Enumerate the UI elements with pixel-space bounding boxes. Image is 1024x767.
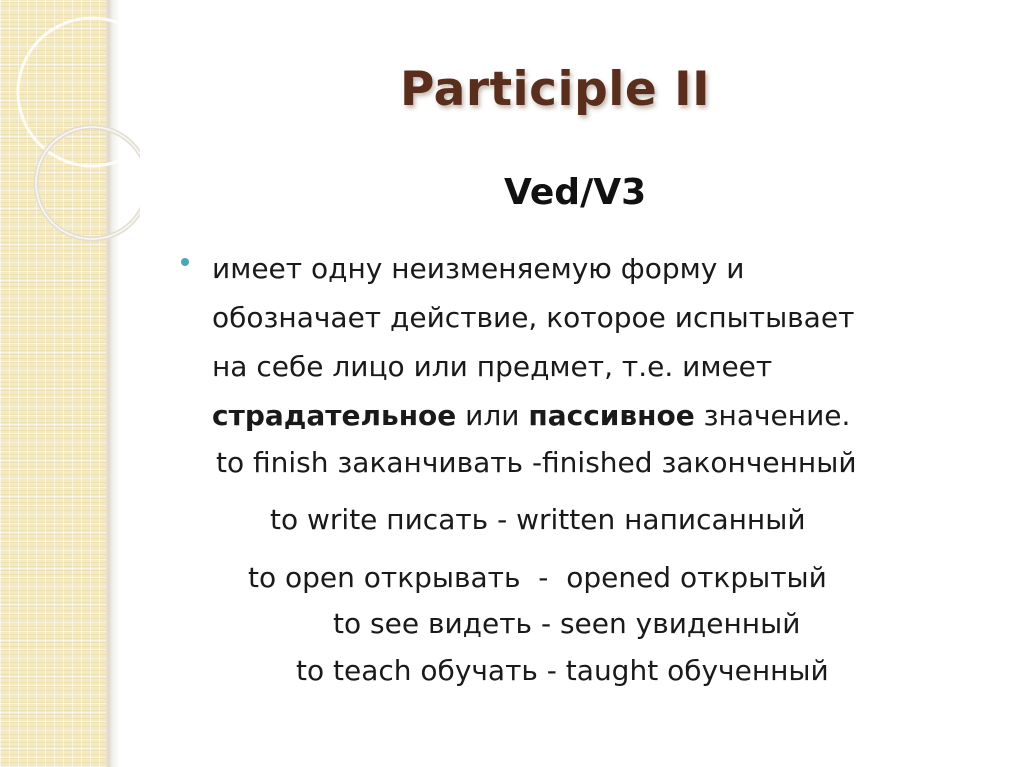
- bullet-line-1: имеет одну неизменяемую форму и: [212, 252, 745, 285]
- bullet-dot-icon: [181, 258, 189, 266]
- bullet-connector: или: [456, 399, 529, 432]
- example-line-teach: to teach обучать - taught обученный: [296, 654, 829, 687]
- bullet-line-3: на себе лицо или предмет, т.е. имеет: [212, 350, 773, 383]
- bullet-ending: значение.: [694, 399, 851, 432]
- bullet-line-4: [212, 391, 982, 440]
- bullet-paragraph: [212, 244, 982, 440]
- example-line-see: to see видеть - seen увиденный: [333, 607, 801, 640]
- bold-term-passive: пассивное: [528, 399, 695, 432]
- ring-large: [18, 18, 140, 166]
- slide-title: Participle II: [400, 62, 711, 117]
- slide-subtitle: Ved/V3: [504, 172, 647, 213]
- example-line-write: to write писать - written написанный: [270, 503, 806, 536]
- decorative-rings: [0, 0, 140, 260]
- bullet-line-2: обозначает действие, которое испытывает: [212, 301, 855, 334]
- ring-small-highlight: [36, 127, 140, 239]
- example-line-finish: to finish заканчивать -finished законченный: [216, 446, 857, 479]
- bold-term-passive-ru: страдательное: [212, 399, 457, 432]
- example-line-open: to open открывать - opened открытый: [248, 561, 827, 594]
